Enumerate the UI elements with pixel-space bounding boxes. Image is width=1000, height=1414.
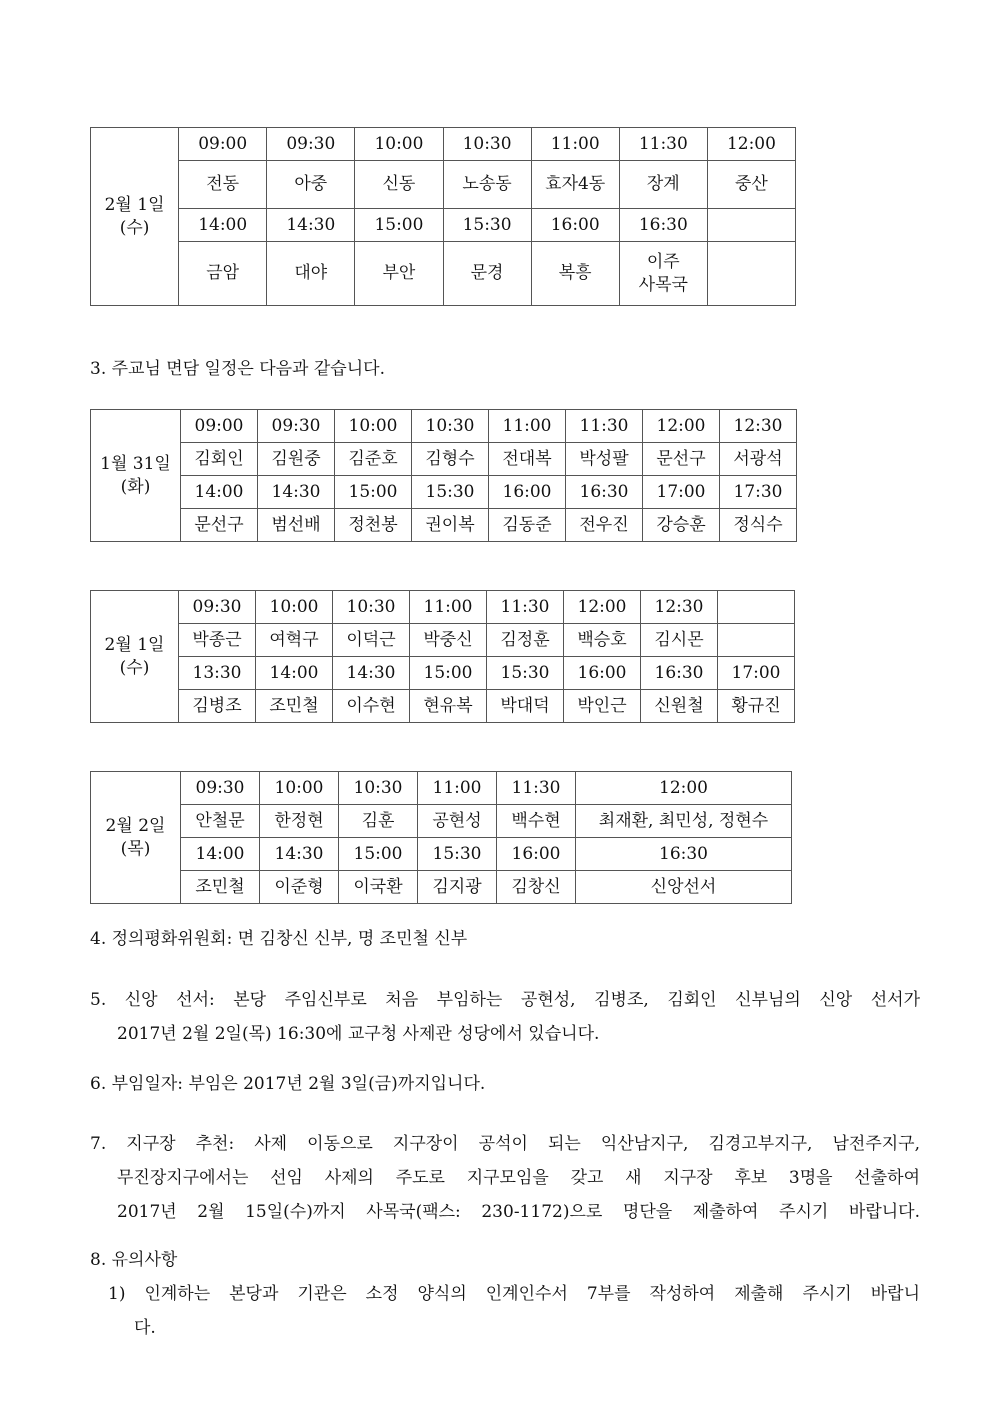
date-cell — [91, 772, 181, 904]
section-4 — [90, 922, 920, 956]
place-cell: 금암 — [179, 242, 267, 306]
time-cell: 10:30 — [339, 772, 418, 805]
name-cell: 안철문 — [181, 805, 260, 838]
time-cell: 11:30 — [497, 772, 576, 805]
name-cell: 전대복 — [489, 443, 566, 476]
name-cell: 강승훈 — [643, 509, 720, 542]
name-cell: 박중신 — [410, 624, 487, 657]
time-cell: 17:30 — [720, 476, 797, 509]
name-cell: 이국환 — [339, 871, 418, 904]
place-cell: 대야 — [267, 242, 355, 306]
name-cell: 백수현 — [497, 805, 576, 838]
time-cell: 14:30 — [260, 838, 339, 871]
time-cell: 09:00 — [179, 128, 267, 161]
name-cell: 조민철 — [256, 690, 333, 723]
time-cell: 15:00 — [410, 657, 487, 690]
time-cell: 11:30 — [619, 128, 707, 161]
name-cell: 김정훈 — [487, 624, 564, 657]
section-7-line-3: 2017년 2월 15일(수)까지 사목국(팩스: 230-1172)으로 명단을 제출하여 주시기 바랍니다. — [117, 1202, 920, 1222]
place-line: 이주 — [646, 251, 680, 272]
name-cell: 김병조 — [179, 690, 256, 723]
weekday-label: (수) — [119, 217, 150, 238]
time-cell: 10:30 — [443, 128, 531, 161]
time-cell: 15:00 — [339, 838, 418, 871]
time-cell: 15:30 — [443, 209, 531, 242]
name-cell: 문선구 — [181, 509, 258, 542]
place-cell: 효자4동 — [531, 161, 619, 209]
place-cell: 신동 — [355, 161, 443, 209]
name-cell: 김동준 — [489, 509, 566, 542]
time-cell: 14:00 — [179, 209, 267, 242]
place-cell: 장계 — [619, 161, 707, 209]
time-cell: 16:30 — [576, 838, 792, 871]
section-7-line-2: 무진장지구에서는 선임 사제의 주도로 지구모임을 갖고 새 지구장 후보 3명을 선출하여 — [117, 1168, 920, 1188]
section-3-heading — [90, 352, 920, 386]
name-cell: 현유복 — [410, 690, 487, 723]
name-cell: 이덕근 — [333, 624, 410, 657]
place-cell: 부안 — [355, 242, 443, 306]
schedule-table-feb1-meetings — [90, 590, 795, 723]
time-cell: 09:30 — [179, 591, 256, 624]
time-cell: 14:30 — [258, 476, 335, 509]
date-label: 2월 2일 — [105, 815, 166, 836]
schedule-table-feb2 — [90, 771, 792, 904]
time-cell: 16:00 — [497, 838, 576, 871]
empty-cell — [707, 242, 795, 306]
name-cell: 서광석 — [720, 443, 797, 476]
name-cell: 김창신 — [497, 871, 576, 904]
time-cell: 10:30 — [412, 410, 489, 443]
section-6-text: 6. 부임일자: 부임은 2017년 2월 3일(금)까지입니다. — [90, 1074, 486, 1094]
name-cell: 신원철 — [641, 690, 718, 723]
time-cell: 11:00 — [410, 591, 487, 624]
name-cell: 박대덕 — [487, 690, 564, 723]
time-cell: 16:00 — [489, 476, 566, 509]
time-cell: 11:30 — [487, 591, 564, 624]
time-cell: 09:30 — [267, 128, 355, 161]
place-line: 사목국 — [638, 274, 688, 295]
name-cell: 박종근 — [179, 624, 256, 657]
name-cell: 공현성 — [418, 805, 497, 838]
name-cell: 김지광 — [418, 871, 497, 904]
time-cell: 10:00 — [260, 772, 339, 805]
date-cell — [91, 410, 181, 542]
time-cell: 12:00 — [707, 128, 795, 161]
weekday-label: (수) — [119, 657, 150, 678]
time-cell: 11:00 — [531, 128, 619, 161]
name-cell: 권이복 — [412, 509, 489, 542]
date-label: 2월 1일 — [104, 634, 165, 655]
empty-cell — [707, 209, 795, 242]
place-cell: 복흥 — [531, 242, 619, 306]
name-cell: 이수현 — [333, 690, 410, 723]
schedule-table-jan31 — [90, 409, 797, 542]
time-cell: 16:30 — [641, 657, 718, 690]
name-cell: 한정현 — [260, 805, 339, 838]
place-cell: 문경 — [443, 242, 531, 306]
time-cell: 15:30 — [418, 838, 497, 871]
time-cell: 09:30 — [258, 410, 335, 443]
section-7 — [90, 1127, 920, 1229]
time-cell: 12:00 — [576, 772, 792, 805]
event-cell: 신앙선서 — [576, 871, 792, 904]
name-cell: 김원중 — [258, 443, 335, 476]
empty-cell — [718, 591, 795, 624]
time-cell: 16:00 — [564, 657, 641, 690]
empty-cell — [718, 624, 795, 657]
time-cell: 13:30 — [179, 657, 256, 690]
section-8 — [90, 1243, 920, 1345]
time-cell: 14:30 — [267, 209, 355, 242]
section-8-title: 8. 유의사항 — [90, 1250, 178, 1270]
name-cell: 전우진 — [566, 509, 643, 542]
date-cell — [91, 591, 179, 723]
name-cell: 범선배 — [258, 509, 335, 542]
weekday-label: (목) — [120, 838, 151, 859]
place-cell: 아중 — [267, 161, 355, 209]
time-cell: 16:30 — [566, 476, 643, 509]
time-cell: 11:00 — [489, 410, 566, 443]
time-cell: 12:00 — [643, 410, 720, 443]
date-cell — [91, 128, 179, 306]
section-7-line-1: 7. 지구장 추천: 사제 이동으로 지구장이 공석이 되는 익산남지구, 김경고부지구, 남전주지구, — [90, 1134, 920, 1154]
time-cell: 09:00 — [181, 410, 258, 443]
time-cell: 14:00 — [181, 838, 260, 871]
weekday-label: (화) — [120, 476, 151, 497]
section-8-item-1-line-2: 다. — [134, 1318, 156, 1338]
name-cell: 정식수 — [720, 509, 797, 542]
time-cell: 15:00 — [335, 476, 412, 509]
section-4-text: 4. 정의평화위원회: 면 김창신 신부, 명 조민철 신부 — [90, 929, 468, 949]
schedule-table-feb1-visits — [90, 127, 796, 306]
name-cell: 박인근 — [564, 690, 641, 723]
time-cell: 10:00 — [335, 410, 412, 443]
date-label: 1월 31일 — [100, 453, 171, 474]
time-cell: 14:00 — [181, 476, 258, 509]
time-cell: 14:00 — [256, 657, 333, 690]
time-cell: 09:30 — [181, 772, 260, 805]
name-cell: 이준형 — [260, 871, 339, 904]
time-cell: 11:00 — [418, 772, 497, 805]
place-cell: 전동 — [179, 161, 267, 209]
name-cell: 조민철 — [181, 871, 260, 904]
time-cell: 10:30 — [333, 591, 410, 624]
time-cell: 10:00 — [355, 128, 443, 161]
time-cell: 15:30 — [487, 657, 564, 690]
time-cell: 17:00 — [643, 476, 720, 509]
time-cell: 16:00 — [531, 209, 619, 242]
name-cell: 김훈 — [339, 805, 418, 838]
time-cell: 15:30 — [412, 476, 489, 509]
time-cell: 11:30 — [566, 410, 643, 443]
section-5-line-1: 5. 신앙 선서: 본당 주임신부로 처음 부임하는 공현성, 김병조, 김회인 신부님의 신앙 선서가 — [90, 990, 920, 1010]
time-cell: 12:00 — [564, 591, 641, 624]
time-cell: 16:30 — [619, 209, 707, 242]
name-cell: 문선구 — [643, 443, 720, 476]
section-5-line-2: 2017년 2월 2일(목) 16:30에 교구청 사제관 성당에서 있습니다. — [117, 1024, 600, 1044]
name-cell: 김시몬 — [641, 624, 718, 657]
time-cell: 12:30 — [641, 591, 718, 624]
section-8-item-1-line-1: 1) 인계하는 본당과 기관은 소정 양식의 인계인수서 7부를 작성하여 제출해 주시기 바랍니 — [108, 1284, 920, 1304]
name-cell: 김형수 — [412, 443, 489, 476]
section-3-text: 3. 주교님 면담 일정은 다음과 같습니다. — [90, 359, 385, 379]
section-6 — [90, 1067, 920, 1101]
date-label: 2월 1일 — [104, 194, 165, 215]
time-cell: 14:30 — [333, 657, 410, 690]
time-cell: 17:00 — [718, 657, 795, 690]
name-cell: 황규진 — [718, 690, 795, 723]
place-cell: 노송동 — [443, 161, 531, 209]
name-cell: 김회인 — [181, 443, 258, 476]
name-cell: 김준호 — [335, 443, 412, 476]
name-cell: 백승호 — [564, 624, 641, 657]
name-cell: 정천봉 — [335, 509, 412, 542]
place-cell: 중산 — [707, 161, 795, 209]
name-cell: 박성팔 — [566, 443, 643, 476]
time-cell: 10:00 — [256, 591, 333, 624]
place-cell-multiline — [619, 242, 707, 306]
name-cell: 여혁구 — [256, 624, 333, 657]
name-cell-group: 최재환, 최민성, 정현수 — [576, 805, 792, 838]
time-cell: 15:00 — [355, 209, 443, 242]
time-cell: 12:30 — [720, 410, 797, 443]
section-5 — [90, 983, 920, 1051]
